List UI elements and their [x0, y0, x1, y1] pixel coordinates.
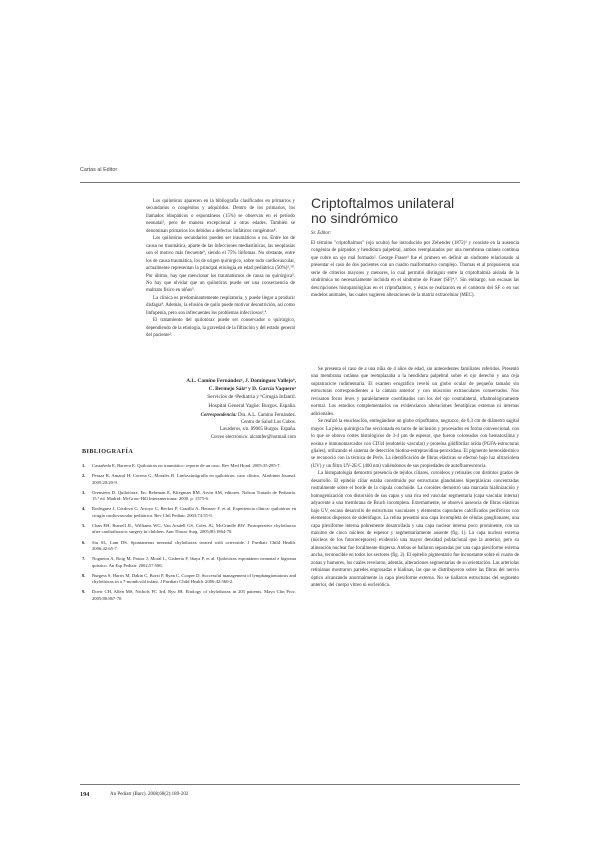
signature-affiliation-2: Hospital General Yagüe. Burgos. España. — [208, 402, 296, 409]
reference-item — [82, 589, 296, 602]
reference-text: Doerr CH, Allen MS, Nichols FC 3rd, Ryu JH. Etiology of chylothorax in 203 patients. Mayo Clin Proc. 2005;80:867-70. — [92, 589, 296, 601]
reference-item — [82, 490, 296, 503]
right-paragraph-1: Se presenta el caso de a una niña de 4 años de edad, sin antecedentes familiares referidos. Presentó una membrana cutánea que reemplazaba a la hendidura palpebral sobre el ojo derecho y una ceja supratracicre rudimentaria. El examen ecográfico reveló un globo ocular de pequeño tamaño sin estructuras correspondientes a la cámara anterior y con músculos extraoculares conservados. Nos revisaron focos leves y paralelamente coordinados con los del ojo contralateral, oftalmológicamente normal. Los estudios complementarios no evidenciaron alteraciones fenotípicas externas ni internas adicionales. — [311, 367, 519, 417]
reference-number: 6. — [82, 539, 86, 545]
reference-item — [82, 573, 296, 586]
correspondence-label: Correspondencia: — [200, 413, 237, 418]
reference-text: Chan EH, Russell JL, Williams WG, Van Arsdell GS, Coles JG, McCrindle BW. Postoperative chylothorax after cardiothoracic surgery in children. Ann Thorac Surg. 2005;80:1864-70. — [92, 523, 296, 535]
left-paragraph-4: El tratamiento del quilotórax puede ser conservador o quirúrgico, dependiendo de la etiología, la gravedad de la filtración y del estado general del paciente². — [146, 318, 295, 339]
journal-reference: An Pediatr (Barc). 2008;68(2):189-202 — [110, 792, 189, 797]
footer-rule — [80, 784, 520, 785]
signature-authors-1: A.L. Camino Fernándezᵃ, J. Domínguez Vallejoᵇ, — [186, 378, 296, 384]
reference-number: 4. — [82, 506, 86, 512]
reference-text: Castañeda E, Barrera E. Quilotórax no traumático: reporte de un caso. Rev Med Hond. 2005;35:285-7. — [92, 463, 281, 468]
correspondence-line-2: Lavaderos, s/n. 09005 Burgos. España. — [219, 427, 296, 433]
reference-item — [82, 556, 296, 569]
reference-text: Nogueira A, Roig M, Pastor J, Moral L, Gisberta F, Iñaya P, et al. Quilotórax espontáneo neonatal e higroma quístico. An Esp Pediatr. 2002;57:586. — [92, 556, 296, 568]
bibliography-title: BIBLIOGRAFÍA — [82, 448, 134, 455]
correspondence-name: Dra. A.L. Camino Fernández. — [238, 413, 296, 418]
reference-number: 5. — [82, 523, 86, 529]
intro-paragraph: El término "criptoftalmos" (ojo oculto) fue introducido por Zehender (1872)¹ y consiste en la ausencia congénita de párpados y hendidura palpebral, ambos reemplazados por una membrana cutánea continua que cubre un ojo mal formado². George Fraser³ fue el primero en definir un síndrome relacionado al presentar el caso de dos pacientes con un cuadro malformativo complejo. Thomas et al propusieron una serie de criterios mayores y menores, lo cual permitió distinguir entre la criptoftalmía aislada de la sindrómica no necesariamente incluida en el síndrome de Fraser (SF)⁴,⁵. Sin embargo, son escasas las descripciones histopatológicas en el criptoftalmos, y éstas se realizaron en el contexto del SF o en sus modelos animales, las cuales sugieren alteraciones de la matriz extracelular (MEC). — [311, 241, 519, 299]
reference-number: 7. — [82, 556, 86, 562]
author-signature — [146, 377, 296, 410]
reference-item — [82, 463, 296, 469]
reference-number: 9. — [82, 589, 86, 595]
reference-number: 8. — [82, 572, 86, 578]
left-paragraph-2: Los quilotórax secundarios pueden ser traumáticos o no. Entre los de causa no traumática, aparte de las infecciones mediastínicas, las neoplasias son el motivo más frecuente⁹, siendo el 75% linfomas. No obstante, entre los de causa traumática, los de origen quirúrgico, sobre todo cardiovascular, actualmente representan la principal etiología en edad pediátrica (50%)⁵,¹⁰. Por último, hay que mencionar los traumatismos de causa no quirúrgica⁵. No hay que olvidar que un quilotórax puede ser una consecuencia de maltrato físico en niños⁵. — [146, 236, 295, 294]
reference-text: Burgess S, Harris M, Dakin C, Borzi P, Ryan C, Cooper D. Successful management of lymphangiomatosis and chylothorax in a 7-month-old infant. J Paediatr Child Health. 2006;42:560-2. — [92, 572, 296, 585]
right-paragraph-2: Se realizó la enucleación, entregándose un globo cripoftlamo, negruzco, de 0,3 cm de diámetro sagital mayor. La pieza quirúrgica fue seccionada en tacos de inclusión y procesados en forma convencional, con lo que se obtuvo cortes histológicos de 3-4 µm de espesor, que fueron coloreados con hematoxilina y eosina e inmunomarcados con CD34 (endotelio vascular) y proteína glidfibrilar ácida (PGFA-estructuras gliales), utilizando el sistema de detección biotina-estreptavidina-peroxidasa. El pigmento hemosiderínico se reconoció con la técnica de Perls. La identificación de fibras elásticas se efectuó bajo luz ultravioleta (UV) y un filtro UV-2E/C (400 nm) valiéndonos de sus propiedades de autofluorescencia. — [311, 419, 519, 469]
section-label: Cartas al Editor — [80, 167, 118, 173]
left-paragraph-3: La clínica es predominantemente respiratoria, y puede llegar a producir disfagia⁸. Además, la efusión de quilo puede motivar desnutrición, así como linfopenia, pero son infrecuentes los problemas infecciosos³,⁴. — [146, 295, 295, 316]
reference-text: Peraza R, Amaral H, Correia G, Morales B. Linfoscintigrafía en quilotórax: caso clínico. Alasbimn Journal. 2005;20:20-9. — [92, 473, 296, 485]
reference-item — [82, 523, 296, 536]
reference-item — [82, 473, 296, 486]
correspondence-line-1: Centro de Salud Los Cubos. — [240, 420, 296, 426]
bibliography-list — [82, 463, 296, 606]
article-intro — [311, 240, 519, 300]
article-title-line-1: Criptoftalmos unilateral — [311, 195, 455, 211]
reference-number: 2. — [82, 473, 86, 479]
header-rule — [80, 182, 520, 183]
reference-number: 3. — [82, 489, 86, 495]
reference-text: Rodríguez J, Córdova G, Arroyo C, Becker P, Castillo A, Heusser F, et al. Experiencia clínica: quilotórax en cirugía cardiovascular pediátrica. Rev Chil Pediatr. 2003;74:55-9. — [92, 506, 296, 518]
article-title-line-2: no sindrómico — [311, 210, 399, 227]
signature-affiliation-1: Servicios de ᵃPediatría y ᵇCirugía Infantil. — [207, 394, 296, 401]
reference-item — [82, 506, 296, 519]
salutation: Sr. Editor: — [311, 231, 332, 236]
reference-number: 1. — [82, 463, 86, 468]
reference-item — [82, 540, 296, 553]
right-column-text — [311, 366, 519, 590]
reference-text: Siu SL, Lam DS. Spontaneous neonatal chylothorax treated with octreotide. J Paediatr Child Health. 2006;42:65-7. — [92, 539, 296, 552]
right-paragraph-3: La histopatología demostró presencia de tejidos ciliares, coroideos y retinales con distintos grados de desarrollo. El epitelio ciliar estaba constituido por estructuras glandulares hiperplásicas concentradas rostralmente sobre el borde de la cúpula conchoide. La coroides demostró una marcada hialinización y homogenización con distorsión de sus capas y una rica red vascular segmentaria (capa vascular interna) adyacente a una membrana de Bruch incompleta. Externamente, se observó ausencia de fibras elásticas bajo UV, escaso desarrollo de estructuras vasculares y elementos capsulares calcificados periféricos con elementos dispersos de siderófagos. La retina presentó una capa incompleta de células ganglionares, una capa plexiforme interna pobremente desarrollada y una capa nuclear interna poco prominente, con un máximo de cinco núcleos de espesor y segmentariamente ausente (fig. 1). La capa nuclear externa (núcleos de los fotorreceptores) evidenció una mayor densidad poblacional que la anterior, pero su alineación nuclear fue focalmente dispersa. Ambas se hallaron separadas por una capa plexiforme externa ancha, reconocible en todos los sectores (fig. 2). El epitelio pigmentario fue inconstante sobre el cuarto de zonas y humores, los cuales revelaron, además, alteraciones segmentarias de su orientación. Las arteriolas retinianas mostraron paredes engrosadas e hialinas, las que se distribuyeron sobre las fibras del nervio óptico alcanzando anormalmente la capa plexiforme externa. No se hallaron estructuras del segmento anterior, del cuerpo vítreo ni esclerótica. — [311, 471, 519, 589]
left-column-text — [146, 198, 295, 340]
signature-authors-2: C. Bermejo Sáizᵃ y D. García Vaqueroᵃ — [208, 386, 296, 393]
correspondence-block — [146, 412, 296, 441]
correspondence-email: Correo electrónico: alcamfer@hotmail.com — [210, 434, 296, 440]
reference-text: Orenstein D. Quilotórax. En: Behrman E, Kliegman RM, Arvin AM, editores. Nelson Tratado de Pediatría. 15.ª ed. Madrid: McGraw-Hill Interamericana; 2000. p. 1575-6. — [92, 489, 296, 502]
left-paragraph-1: Los quilotórax aparecen en la bibliografía clasificados en primarios y secundarios o congénitos y adquiridos. Dentro de los primarios, los llamados idiopáticos o espontáneos (15%) se observan en el período neonatal¹, pero de manera excepcional a otras edades. También se denominan primarios los debidos a defectos linfáticos congénitos⁸. — [146, 199, 295, 234]
article-title — [311, 196, 519, 226]
page-number: 194 — [80, 791, 90, 798]
